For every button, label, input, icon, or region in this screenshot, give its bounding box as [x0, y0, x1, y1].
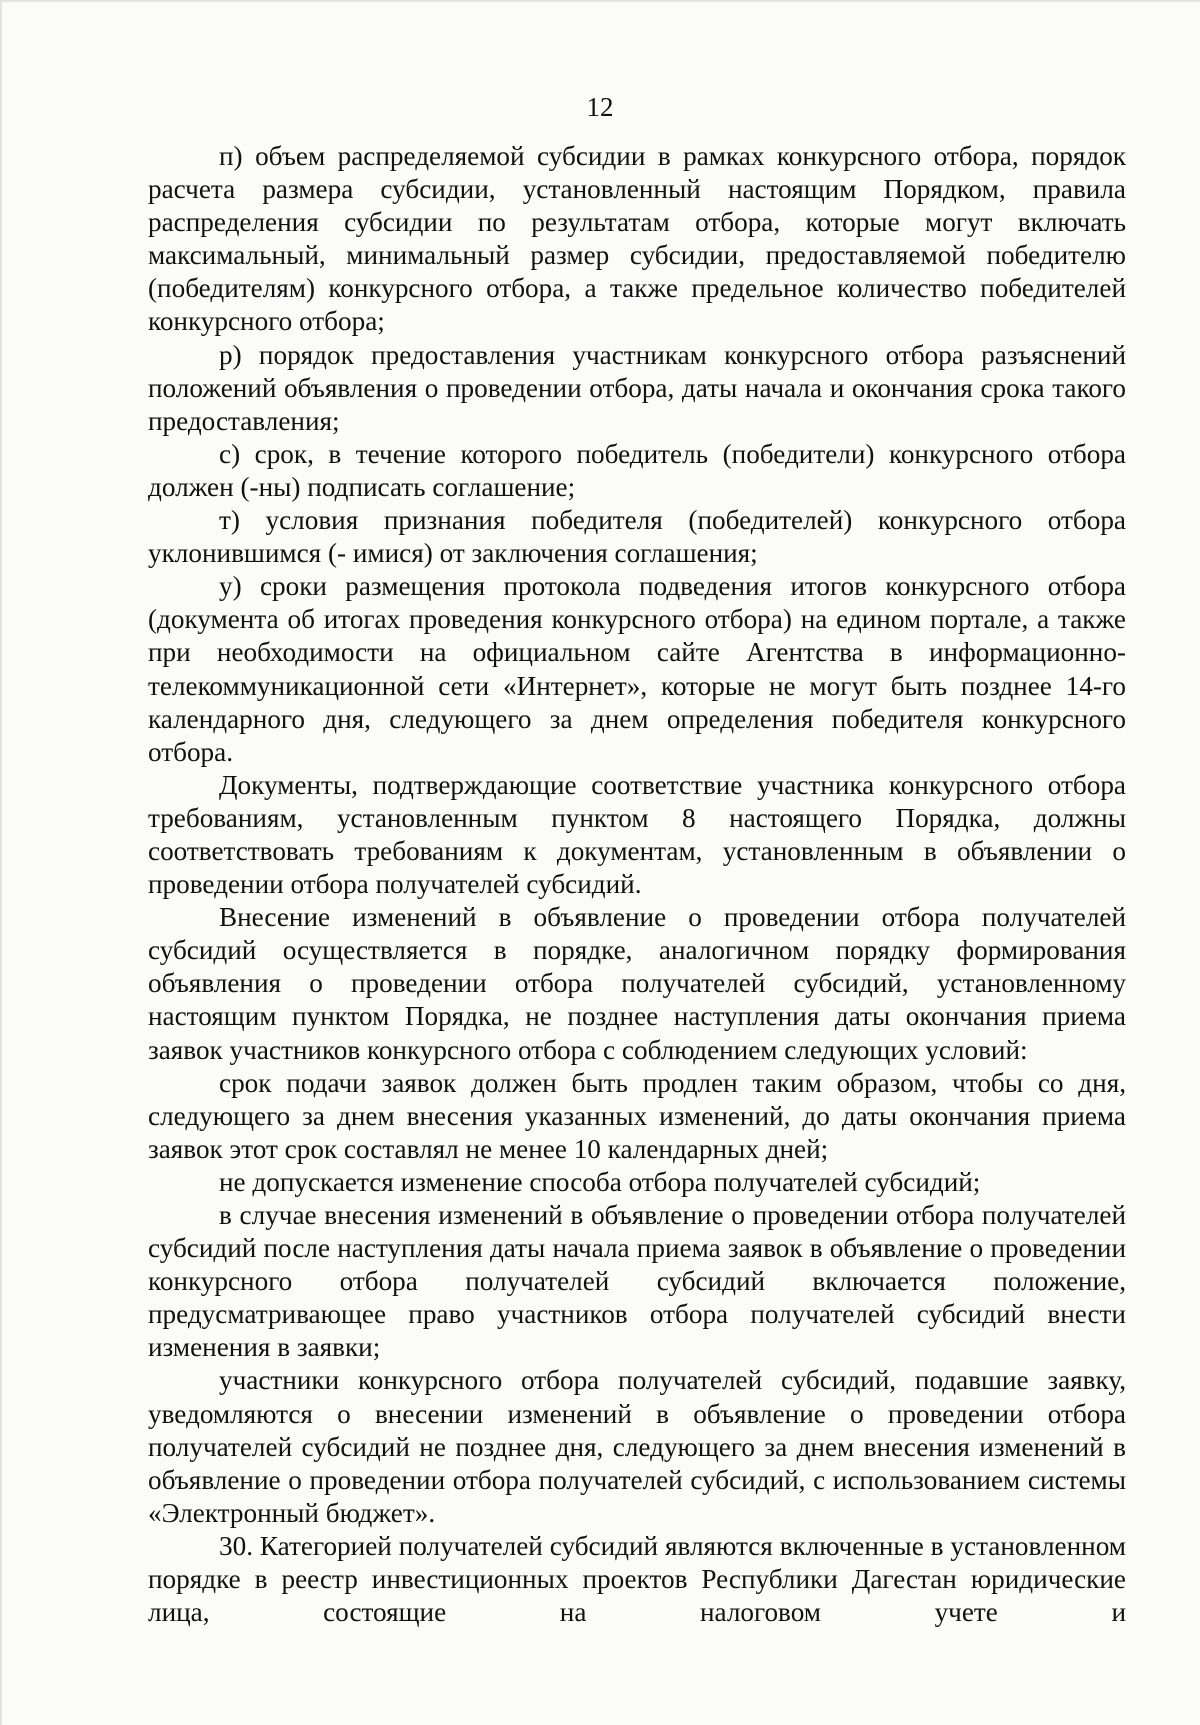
paragraph-item-30: 30. Категорией получателей субсидий являются включенные в установленном порядке в реестр инвестиционных проектов Республики Дагестан юридические лица, состоящие на налоговом учете и: [148, 1530, 1126, 1628]
paragraph-item-p: п) объем распределяемой субсидии в рамках конкурсного отбора, порядок расчета размера субсидии, установленный настоящим Порядком, правила распределения субсидии по результатам отбора, которые могут включать максимальный, минимальный размер субсидии, предоставляемой победителю (победителям) конкурсного отбора, а также предельное количество победителей конкурсного отбора;: [148, 141, 1126, 337]
scan-edge-top: [0, 0, 1200, 3]
document-text: [148, 140, 1126, 1629]
paragraph-right-to-amend: в случае внесения изменений в объявление о проведении отбора получателей субсидий после наступления даты начала приема заявок в объявление о проведении конкурсного отбора получателей субсидий включается положение, предусматривающее право участников отбора получателей субсидий внести изменения в заявки;: [148, 1200, 1126, 1363]
paragraph-amendments: Внесение изменений в объявление о проведении отбора получателей субсидий осуществляется в порядке, аналогичном порядку формирования объявления о проведении отбора получателей субсидий, установленному настоящим пунктом Порядка, не позднее наступления даты окончания приема заявок участников конкурсного отбора с соблюдением следующих условий:: [148, 902, 1126, 1065]
paragraph-documents: Документы, подтверждающие соответствие участника конкурсного отбора требованиям, установленным пунктом 8 настоящего Порядка, должны соответствовать требованиям к документам, установленным в объявлении о проведении отбора получателей субсидий.: [148, 769, 1126, 900]
paragraph-item-r: р) порядок предоставления участникам конкурсного отбора разъяснений положений объявления о проведении отбора, даты начала и окончания срока такого предоставления;: [148, 339, 1126, 436]
scan-edge-left: [0, 0, 2, 1725]
page-number: 12: [586, 92, 614, 122]
paragraph-method-unchanged: не допускается изменение способа отбора получателей субсидий;: [219, 1166, 981, 1197]
paragraph-deadline-extension: срок подачи заявок должен быть продлен таким образом, чтобы со дня, следующего за днем внесения указанных изменений, до даты окончания приема заявок этот срок составлял не менее 10 календарных дней;: [148, 1067, 1126, 1164]
paragraph-notification: участники конкурсного отбора получателей субсидий, подавшие заявку, уведомляются о внесении изменений в объявление о проведении отбора получателей субсидий не позднее дня, следующего за днем внесения изменений в объявление о проведении отбора получателей субсидий, с использованием системы «Электронный бюджет».: [148, 1365, 1126, 1528]
paragraph-item-s: с) срок, в течение которого победитель (победители) конкурсного отбора должен (-ны) подписать соглашение;: [148, 438, 1126, 502]
paragraph-item-t: т) условия признания победителя (победителей) конкурсного отбора уклонившимся (- имися) от заключения соглашения;: [148, 505, 1126, 569]
paragraph-item-u: у) сроки размещения протокола подведения итогов конкурсного отбора (документа об итогах проведения конкурсного отбора) на едином портале, а также при необходимости на официальном сайте Агентства в информационно-телекоммуникационной сети «Интернет», которые не могут быть позднее 14-го календарного дня, следующего за днем определения победителя конкурсного отбора.: [148, 571, 1126, 767]
